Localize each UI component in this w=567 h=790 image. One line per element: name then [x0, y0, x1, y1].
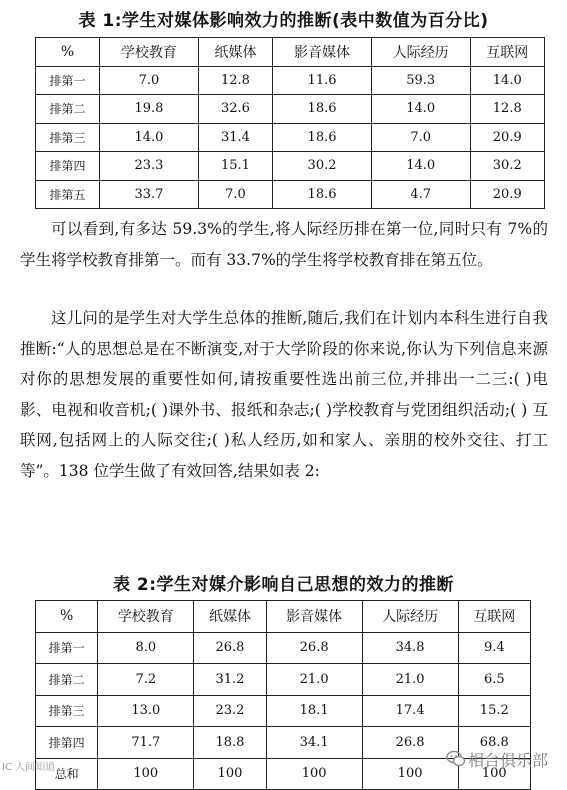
row-label: 总和 [36, 758, 98, 790]
header-cell: 纸媒体 [194, 601, 266, 633]
wechat-icon [446, 750, 466, 768]
row-label: 排第三 [36, 123, 100, 152]
table-cell: 23.2 [194, 695, 266, 727]
row-label: 排第二 [36, 664, 98, 696]
table-cell: 30.2 [470, 152, 544, 181]
table-cell: 34.1 [266, 727, 362, 759]
row-label: 排第四 [36, 152, 100, 181]
body-paragraph: 这儿问的是学生对大学生总体的推断,随后,我们在计划内本科生进行自我推断:“人的思想总是在不断演变,对于大学阶段的你来说,你认为下列信息来源对你的思想发展的重要性如何,请按重要性选出前三位,并排出一二三:( )电影、电视和收音机;( )课外书、报纸和杂志;( )学校教育与党团组织活动;( ) 互联网,包括网上的人际交往;( )私人经历,如和家人、亲朋的校外交往、打工等”。138 位学生做了有效回答,结果如表 2: [20, 309, 548, 480]
header-cell: 人际经历 [362, 601, 458, 633]
table-cell: 34.8 [362, 632, 458, 664]
table-cell: 21.0 [362, 664, 458, 696]
table2-title: 表 2:学生对媒介影响自己思想的效力的推断 [112, 575, 455, 595]
row-label: 排第五 [36, 180, 100, 209]
table-cell: 18.1 [266, 695, 362, 727]
table-cell: 100 [458, 758, 530, 790]
row-label: 排第三 [36, 695, 98, 727]
table-cell: 18.6 [273, 123, 372, 152]
table-cell: 7.0 [371, 123, 470, 152]
table-cell: 59.3 [371, 66, 470, 95]
row-label: 排第一 [36, 632, 98, 664]
table-cell: 31.4 [198, 123, 272, 152]
table-row [36, 95, 545, 124]
header-cell: % [36, 601, 98, 633]
table-cell: 20.9 [470, 123, 544, 152]
watermark-left: IC 人间知道 [2, 762, 56, 773]
header-cell: 互联网 [470, 38, 544, 67]
table-cell: 18.8 [194, 727, 266, 759]
table-cell: 4.7 [371, 180, 470, 209]
table-cell: 13.0 [98, 695, 194, 727]
table-row [36, 632, 531, 664]
table-row [36, 152, 545, 181]
table-cell: 14.0 [100, 123, 199, 152]
table-cell: 68.8 [458, 727, 530, 759]
table-cell: 20.9 [470, 180, 544, 209]
header-cell: 纸媒体 [198, 38, 272, 67]
table-cell: 33.7 [100, 180, 199, 209]
table-row [36, 695, 531, 727]
header-cell: % [36, 38, 100, 67]
table-cell: 21.0 [266, 664, 362, 696]
table-cell: 100 [362, 758, 458, 790]
table-row [36, 123, 545, 152]
table-cell: 7.0 [198, 180, 272, 209]
row-label: 排第一 [36, 66, 100, 95]
table-cell: 100 [266, 758, 362, 790]
table1-title: 表 1:学生对媒体影响效力的推断(表中数值为百分比) [78, 11, 489, 31]
table-cell: 19.8 [100, 95, 199, 124]
table-cell: 7.2 [98, 664, 194, 696]
table-header-row [36, 601, 531, 633]
table-header-row [36, 38, 545, 67]
table-cell: 31.2 [194, 664, 266, 696]
table-row [36, 180, 545, 209]
table-cell: 26.8 [266, 632, 362, 664]
table-cell: 14.0 [371, 152, 470, 181]
table-cell: 18.6 [273, 95, 372, 124]
table-cell: 32.6 [198, 95, 272, 124]
table-cell: 12.8 [470, 95, 544, 124]
header-cell: 学校教育 [100, 38, 199, 67]
header-cell: 影音媒体 [273, 38, 372, 67]
header-cell: 影音媒体 [266, 601, 362, 633]
table-cell: 8.0 [98, 632, 194, 664]
table-cell: 23.3 [100, 152, 199, 181]
header-cell: 人际经历 [371, 38, 470, 67]
watermark-right: 相台俱乐部 [468, 751, 549, 770]
table1 [35, 37, 545, 209]
table-row [36, 66, 545, 95]
header-cell: 学校教育 [98, 601, 194, 633]
header-cell: 互联网 [458, 601, 530, 633]
table-cell: 15.2 [458, 695, 530, 727]
table-row [36, 664, 531, 696]
table-cell: 17.4 [362, 695, 458, 727]
table-cell: 71.7 [98, 727, 194, 759]
table-cell: 100 [98, 758, 194, 790]
table-cell: 11.6 [273, 66, 372, 95]
table-cell: 7.0 [100, 66, 199, 95]
table-cell: 15.1 [198, 152, 272, 181]
table-cell: 18.6 [273, 180, 372, 209]
row-label: 排第二 [36, 95, 100, 124]
table-cell: 100 [194, 758, 266, 790]
table-cell: 26.8 [362, 727, 458, 759]
table-cell: 6.5 [458, 664, 530, 696]
table-cell: 26.8 [194, 632, 266, 664]
row-label: 排第四 [36, 727, 98, 759]
table-cell: 12.8 [198, 66, 272, 95]
body-paragraph: 可以看到,有多达 59.3%的学生,将人际经历排在第一位,同时只有 7%的学生将学校教育排第一。而有 33.7%的学生将学校教育排在第五位。 [20, 220, 548, 269]
table-cell: 30.2 [273, 152, 372, 181]
table-cell: 14.0 [470, 66, 544, 95]
table-cell: 14.0 [371, 95, 470, 124]
table-cell: 9.4 [458, 632, 530, 664]
